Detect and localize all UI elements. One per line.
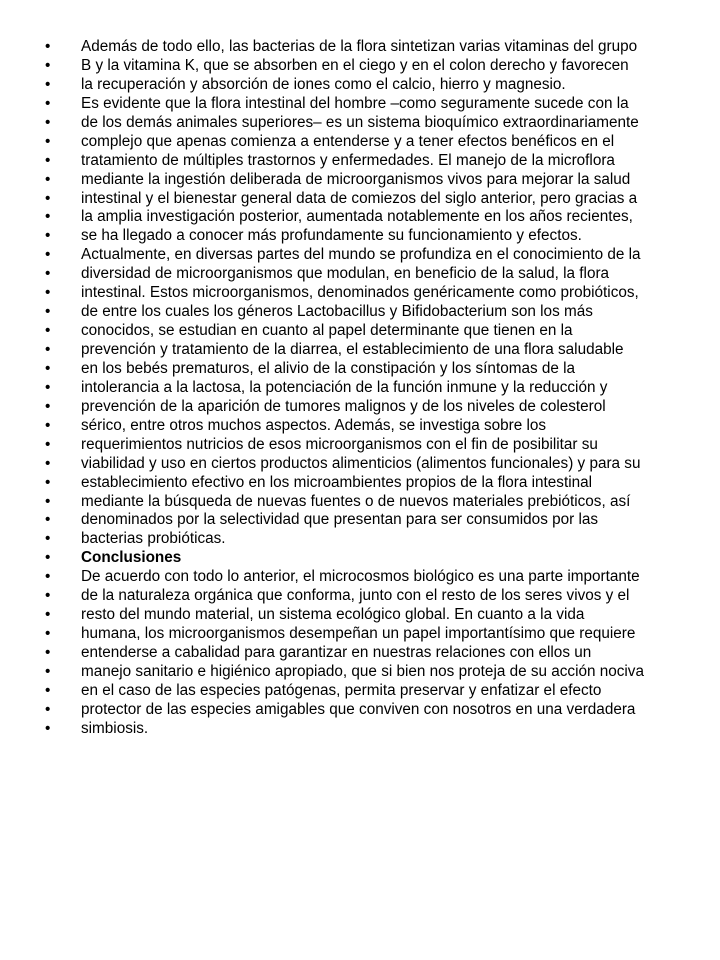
bullet-glyph: •: [45, 454, 51, 472]
line-text: simbiosis.: [81, 719, 149, 737]
bullet-glyph: •: [45, 113, 51, 131]
bullet-line: [45, 227, 717, 246]
bullet-line: [45, 511, 717, 530]
bullet-line: [45, 682, 717, 701]
bullet-glyph: •: [45, 246, 51, 264]
bullet-line: [45, 341, 717, 360]
bullet-line: [45, 568, 717, 587]
bullet-line: [45, 152, 717, 171]
line-text: resto del mundo material, un sistema ecológico global. En cuanto a la vida: [81, 606, 585, 624]
bullet-glyph: •: [45, 303, 51, 321]
bullet-line: [45, 284, 717, 303]
bullet-line: [45, 265, 717, 284]
bullet-glyph: •: [45, 397, 51, 415]
line-text: se ha llegado a conocer más profundamente su funcionamiento y efectos.: [81, 227, 582, 245]
bullet-line: [45, 246, 717, 265]
line-text: de los demás animales superiores– es un sistema bioquímico extraordinariamente: [81, 113, 639, 131]
line-text: B y la vitamina K, que se absorben en el ciego y en el colon derecho y favorecen: [81, 56, 629, 74]
line-text: intestinal y el bienestar general data de comiezos del siglo anterior, pero gracias a: [81, 189, 638, 207]
line-text: establecimiento efectivo en los microambientes propios de la flora intestinal: [81, 473, 593, 491]
line-text: prevención y tratamiento de la diarrea, el establecimiento de una flora saludable: [81, 341, 624, 358]
line-text: la amplia investigación posterior, aumentada notablemente en los años recientes,: [81, 208, 633, 226]
line-text: protector de las especies amigables que conviven con nosotros en una verdadera: [81, 700, 636, 718]
line-text: De acuerdo con todo lo anterior, el microcosmos biológico es una parte importante: [81, 568, 640, 586]
line-text: en el caso de las especies patógenas, permita preservar y enfatizar el efecto: [81, 681, 602, 699]
bullet-glyph: •: [45, 473, 51, 491]
bullet-line: [45, 303, 717, 322]
bullet-line: [45, 493, 717, 512]
bullet-line: [45, 644, 717, 663]
bullet-glyph: •: [45, 606, 51, 624]
bullet-glyph: •: [45, 284, 51, 302]
bullet-line: [45, 720, 717, 739]
bullet-line: [45, 436, 717, 455]
bullet-line: [45, 587, 717, 606]
bullet-line: [45, 171, 717, 190]
bullet-glyph: •: [45, 681, 51, 699]
bullet-glyph: •: [45, 341, 51, 358]
bullet-line: [45, 133, 717, 152]
bullet-line: [45, 322, 717, 341]
bullet-glyph: •: [45, 662, 51, 680]
line-text: sérico, entre otros muchos aspectos. Además, se investiga sobre los: [81, 416, 547, 434]
line-text: de entre los cuales los géneros Lactobacillus y Bifidobacterium son los más: [81, 303, 593, 321]
bullet-glyph: •: [45, 719, 51, 737]
bullet-glyph: •: [45, 568, 51, 586]
bullet-glyph: •: [45, 549, 51, 567]
bullet-line: [45, 606, 717, 625]
line-text: intolerancia a la lactosa, la potenciación de la función inmune y la reducción y: [81, 378, 608, 396]
bullet-line: [45, 398, 717, 417]
bullet-line: [45, 663, 717, 682]
line-text: Además de todo ello, las bacterias de la flora sintetizan varias vitaminas del grupo: [81, 38, 638, 55]
document-body: [45, 38, 717, 739]
line-text: complejo que apenas comienza a entenderse y a tener efectos benéficos en el: [81, 132, 615, 150]
section-heading-line: [45, 549, 717, 568]
bullet-line: [45, 360, 717, 379]
line-text: Es evidente que la flora intestinal del hombre –como seguramente sucede con la: [81, 94, 629, 112]
bullet-glyph: •: [45, 359, 51, 377]
bullet-line: [45, 95, 717, 114]
bullet-glyph: •: [45, 587, 51, 605]
line-text: la recuperación y absorción de iones como el calcio, hierro y magnesio.: [81, 75, 566, 93]
line-text: viabilidad y uso en ciertos productos alimenticios (alimentos funcionales) y para su: [81, 454, 641, 472]
bullet-glyph: •: [45, 265, 51, 283]
bullet-glyph: •: [45, 644, 51, 661]
bullet-line: [45, 474, 717, 493]
bullet-glyph: •: [45, 378, 51, 396]
line-text: Actualmente, en diversas partes del mundo se profundiza en el conocimiento de la: [81, 246, 641, 264]
line-text: diversidad de microorganismos que modulan, en beneficio de la salud, la flora: [81, 265, 610, 283]
bullet-glyph: •: [45, 75, 51, 93]
bullet-line: [45, 379, 717, 398]
bullet-glyph: •: [45, 56, 51, 74]
line-text: conocidos, se estudian en cuanto al papel determinante que tienen en la: [81, 322, 573, 340]
line-text: requerimientos nutricios de esos microorganismos con el fin de posibilitar su: [81, 435, 598, 453]
bullet-line: [45, 190, 717, 209]
section-heading-text: Conclusiones: [81, 549, 182, 567]
bullet-line: [45, 208, 717, 227]
line-text: en los bebés prematuros, el alivio de la constipación y los síntomas de la: [81, 359, 576, 377]
bullet-line: [45, 38, 717, 57]
bullet-line: [45, 114, 717, 133]
bullet-glyph: •: [45, 700, 51, 718]
line-text: mediante la búsqueda de nuevas fuentes o de nuevos materiales prebióticos, así: [81, 492, 631, 510]
bullet-line: [45, 701, 717, 720]
bullet-glyph: •: [45, 511, 51, 529]
line-text: de la naturaleza orgánica que conforma, junto con el resto de los seres vivos y el: [81, 587, 630, 605]
bullet-line: [45, 625, 717, 644]
line-text: bacterias probióticas.: [81, 530, 226, 548]
bullet-glyph: •: [45, 530, 51, 548]
bullet-line: [45, 417, 717, 436]
line-text: prevención de la aparición de tumores malignos y de los niveles de colesterol: [81, 397, 606, 415]
bullet-glyph: •: [45, 492, 51, 510]
bullet-glyph: •: [45, 416, 51, 434]
line-text: denominados por la selectividad que presentan para ser consumidos por las: [81, 511, 599, 529]
bullet-line: [45, 455, 717, 474]
bullet-glyph: •: [45, 189, 51, 207]
bullet-glyph: •: [45, 94, 51, 112]
bullet-line: [45, 76, 717, 95]
bullet-glyph: •: [45, 170, 51, 188]
bullet-glyph: •: [45, 227, 51, 245]
bullet-glyph: •: [45, 132, 51, 150]
bullet-glyph: •: [45, 208, 51, 226]
line-text: manejo sanitario e higiénico apropiado, que si bien nos proteja de su acción nociva: [81, 662, 644, 680]
line-text: mediante la ingestión deliberada de microorganismos vivos para mejorar la salud: [81, 170, 631, 188]
line-text: entenderse a cabalidad para garantizar en nuestras relaciones con ellos un: [81, 644, 592, 661]
line-text: tratamiento de múltiples trastornos y enfermedades. El manejo de la microflora: [81, 151, 615, 169]
bullet-glyph: •: [45, 435, 51, 453]
bullet-glyph: •: [45, 38, 51, 55]
bullet-glyph: •: [45, 322, 51, 340]
bullet-line: [45, 57, 717, 76]
line-text: humana, los microorganismos desempeñan un papel importantísimo que requiere: [81, 625, 636, 643]
bullet-line: [45, 530, 717, 549]
bullet-glyph: •: [45, 625, 51, 643]
bullet-glyph: •: [45, 151, 51, 169]
line-text: intestinal. Estos microorganismos, denominados genéricamente como probióticos,: [81, 284, 639, 302]
